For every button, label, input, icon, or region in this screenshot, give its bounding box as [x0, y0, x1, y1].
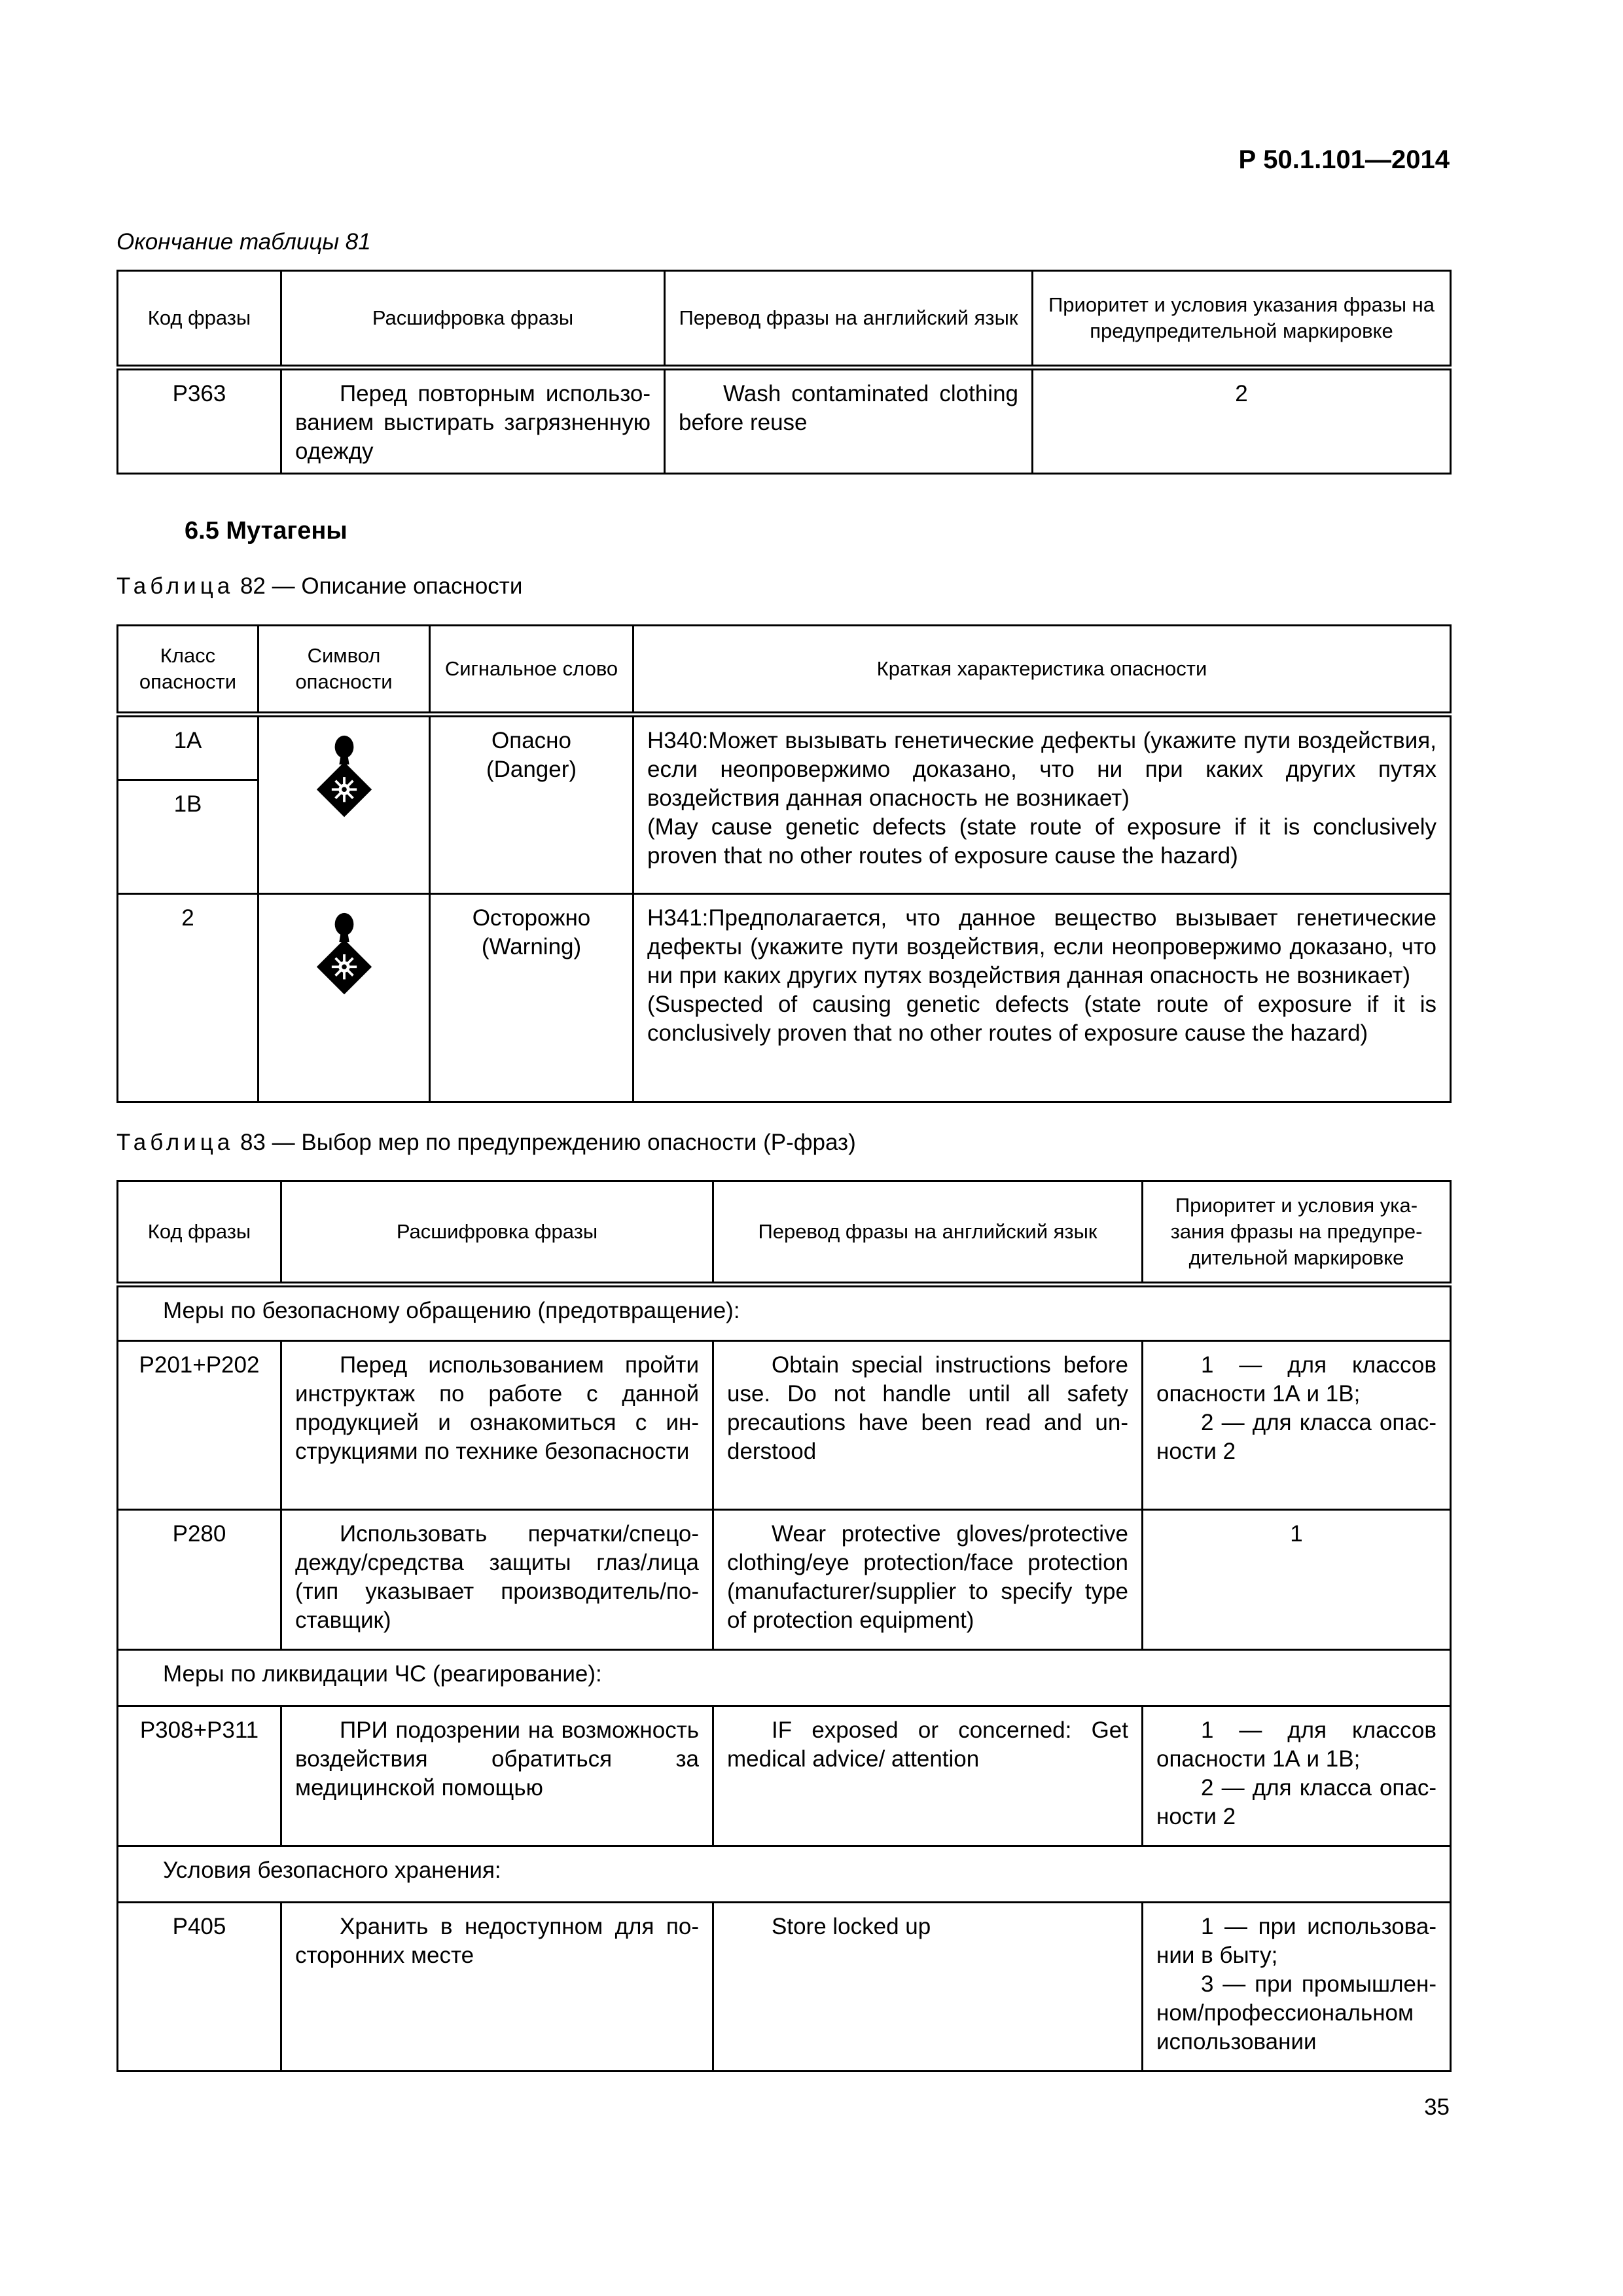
- priority-line: 2 — для класса опасности 2: [1156, 1775, 1436, 1829]
- health-hazard-icon: [313, 912, 376, 999]
- table82-header-symbol: Символ опасности: [259, 626, 430, 715]
- table-row: [118, 894, 1451, 1102]
- table82-header-signal: Сигнальное слово: [430, 626, 633, 715]
- table-row: [118, 1903, 1451, 2072]
- health-hazard-icon: [313, 734, 376, 822]
- priority-line: 1 — для классов опасности 1А и 1В;: [1156, 1717, 1436, 1772]
- phrase-ru: Перед повторным использованием выстирать загрязненную одежду: [281, 368, 665, 474]
- priority-line: 1 — для классов опасности 1А и 1В;: [1156, 1352, 1436, 1407]
- section-title: 6.5 Мутагены: [185, 517, 348, 545]
- phrase-priority: [1143, 1903, 1451, 2072]
- table81-header-priority: Приоритет и условия указания фразы на предупредительной маркировке: [1033, 271, 1451, 368]
- hazard-symbol-cell: [259, 894, 430, 1102]
- hazard-description: H341:Предполагается, что данное вещество вызывает генетические дефекты (укажите пути воздействия, если неопровержимо доказано, что ни при каких других путях воздействия данная опасность не возникает) (Suspected of causing genetic defects (state route of exposure if it is conclusively proven that no other routes of exposure cause the hazard): [633, 894, 1451, 1102]
- table82-caption-word: Таблица: [116, 573, 234, 599]
- table-group-row: [118, 1650, 1451, 1706]
- priority-line: 2 — для класса опасности 2: [1156, 1410, 1436, 1464]
- table-83: [116, 1180, 1452, 2072]
- phrase-code: Р405: [118, 1903, 281, 2072]
- priority-line: 1 — при использовании в быту;: [1156, 1914, 1436, 1968]
- hazard-symbol-cell: [259, 715, 430, 894]
- phrase-en: Store locked up: [713, 1903, 1143, 2072]
- phrase-code: Р363: [118, 368, 281, 474]
- hazard-class: 1А: [118, 715, 259, 780]
- table83-header-en: Перевод фразы на английский язык: [713, 1181, 1143, 1285]
- phrase-ru: Перед использованием пройти инструктаж по работе с данной продукцией и ознакомиться с инструкциями по технике безопасности: [281, 1341, 713, 1510]
- phrase-en: Wash contaminated clothing before reuse: [665, 368, 1033, 474]
- phrase-code: Р280: [118, 1510, 281, 1650]
- table-group-row: [118, 1285, 1451, 1341]
- phrase-priority: 2: [1033, 368, 1451, 474]
- phrase-ru: Хранить в недоступном для посторонних месте: [281, 1903, 713, 2072]
- priority-line: 3 — при промышленном/профессиональном использовании: [1156, 1971, 1436, 2054]
- table-group-row: [118, 1846, 1451, 1903]
- hazard-class: 1В: [118, 780, 259, 894]
- group-heading: Меры по ликвидации ЧС (реагирование):: [118, 1650, 1451, 1706]
- phrase-en: Wear protective gloves/protective clothing/eye protection/face protection (manufacturer/supplier to specify type of protection equipment): [713, 1510, 1143, 1650]
- table83-header-code: Код фразы: [118, 1181, 281, 1285]
- hazard-description: H340:Может вызывать генетические дефекты (укажите пути воздействия, если неопровержимо доказано, что ни при каких других путях воздействия данная опасность не возникает) (May cause genetic defects (state route of exposure if it is conclusively proven that no other routes of exposure cause the hazard): [633, 715, 1451, 894]
- group-heading: Меры по безопасному обращению (предотвращение):: [118, 1285, 1451, 1341]
- table82-caption: [116, 573, 522, 600]
- phrase-priority: 1: [1143, 1510, 1451, 1650]
- table81-header-en: Перевод фразы на английский язык: [665, 271, 1033, 368]
- table-row: [118, 1706, 1451, 1846]
- phrase-ru: ПРИ подозрении на возможность воздействия обратиться за медицинской помощью: [281, 1706, 713, 1846]
- table-row: [118, 715, 1451, 780]
- page-number: 35: [1424, 2094, 1450, 2120]
- table-82: [116, 624, 1452, 1103]
- group-heading: Условия безопасного хранения:: [118, 1846, 1451, 1903]
- hazard-class: 2: [118, 894, 259, 1102]
- table-row: [118, 1510, 1451, 1650]
- table83-header-priority: Приоритет и условия указания фразы на предупредительной маркировке: [1143, 1181, 1451, 1285]
- phrase-en: Obtain special instructions before use. Do not handle until all safety precautions have been read and understood: [713, 1341, 1143, 1510]
- phrase-priority: [1143, 1706, 1451, 1846]
- table82-header-description: Краткая характеристика опасности: [633, 626, 1451, 715]
- table-row: [118, 1341, 1451, 1510]
- table83-caption: [116, 1130, 856, 1156]
- phrase-en: IF exposed or concerned: Get medical advice/ attention: [713, 1706, 1143, 1846]
- signal-word: Опасно (Danger): [430, 715, 633, 894]
- table-81: [116, 270, 1452, 475]
- signal-word: Осторожно (Warning): [430, 894, 633, 1102]
- table83-header-ru: Расшифровка фразы: [281, 1181, 713, 1285]
- table82-caption-rest: 82 — Описание опасности: [240, 573, 523, 599]
- table82-header-class: Класс опасности: [118, 626, 259, 715]
- document-code: Р 50.1.101—2014: [1238, 145, 1450, 174]
- table-row: [118, 368, 1451, 474]
- phrase-code: Р201+Р202: [118, 1341, 281, 1510]
- phrase-priority: [1143, 1341, 1451, 1510]
- phrase-ru: Использовать перчатки/спецодежду/средства защиты глаз/лица (тип указывает производитель/поставщик): [281, 1510, 713, 1650]
- table81-header-ru: Расшифровка фразы: [281, 271, 665, 368]
- table83-caption-rest: 83 — Выбор мер по предупреждению опасности (Р-фраз): [240, 1130, 856, 1155]
- table81-header-code: Код фразы: [118, 271, 281, 368]
- phrase-code: Р308+Р311: [118, 1706, 281, 1846]
- table-continuation-caption: Окончание таблицы 81: [116, 229, 371, 255]
- table83-caption-word: Таблица: [116, 1130, 234, 1155]
